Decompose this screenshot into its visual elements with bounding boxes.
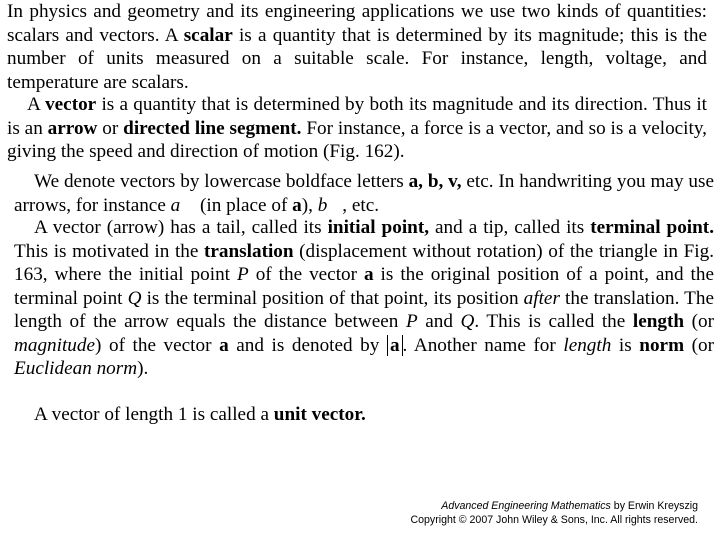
book-title: Advanced Engineering Mathematics	[441, 500, 611, 512]
term-vector: vector	[45, 94, 97, 115]
footer-book-line	[411, 499, 699, 513]
symbol-b-arrow: b⃗	[317, 194, 343, 216]
paragraph-scalars-vectors: In physics and geometry and its engineering applications we use two kinds of quantities: scalars and vectors. A scalar is a quantity that is determined by its magnitude; this is the number of units measured on a suitable scale. For instance, length, voltage, and temperature are scalars.	[7, 1, 707, 93]
book-author: by Erwin Kreyszig	[610, 500, 698, 512]
symbol-a-bold: a	[363, 264, 374, 285]
footer-copyright-line: Copyright © 2007 John Wiley & Sons, Inc. All rights reserved.	[410, 514, 698, 526]
paragraph-vector-notation: We denote vectors by lowercase boldface letters a, b, v, etc. In handwriting you may use arrows, for instance a⃗ (in place of a), b⃗, etc.	[14, 171, 714, 216]
term-scalar: scalar	[183, 24, 233, 46]
term-unit-vector: unit vector.	[273, 404, 366, 425]
term-terminal-point: terminal point.	[590, 217, 714, 238]
copyright-footer	[411, 499, 699, 527]
term-boldface-letters: a, b, v,	[408, 171, 462, 192]
symbol-a-bold: a	[219, 334, 229, 356]
symbol-a-arrow: a⃗	[170, 194, 196, 216]
symbol-P: P	[405, 311, 418, 332]
term-length: length	[632, 311, 685, 332]
symbol-Q: Q	[460, 311, 475, 332]
symbol-Q: Q	[127, 287, 142, 309]
term-directed-line-segment: directed line segment.	[123, 117, 302, 139]
term-length-italic: length	[563, 334, 612, 356]
term-euclidean-norm: Euclidean norm	[14, 358, 138, 379]
term-norm: norm	[639, 334, 685, 356]
symbol-a-bold: a	[292, 194, 302, 216]
symbol-P: P	[236, 264, 249, 285]
term-after: after	[523, 287, 560, 309]
paragraph-unit-vector: A vector of length 1 is called a unit vector.	[34, 404, 366, 425]
term-translation: translation	[204, 240, 294, 262]
norm-of-a: a	[387, 335, 403, 356]
paragraph-initial-terminal-point: A vector (arrow) has a tail, called its initial point, and a tip, called its terminal point. This is motivated in the translation (displacement without rotation) of the triangle in Fig. 163, where the initial point P of the vector a is the original position of a point, and the terminal point Q is the terminal position of that point, its position after the translation. The length of the arrow equals the distance between P and Q. This is called the length (or magnitude) of the vector a and is denoted by a . Another name for length is norm (or Euclidean norm).	[14, 217, 715, 379]
term-arrow: arrow	[47, 117, 98, 139]
term-magnitude: magnitude	[14, 334, 96, 356]
term-initial-point: initial point,	[327, 217, 430, 238]
paragraph-vector-definition: A vector is a quantity that is determined by both its magnitude and its direction. Thus it is an arrow or directed line segment. For instance, a force is a vector, and so is a velocity, giving the speed and direction of motion (Fig. 162).	[7, 94, 707, 162]
